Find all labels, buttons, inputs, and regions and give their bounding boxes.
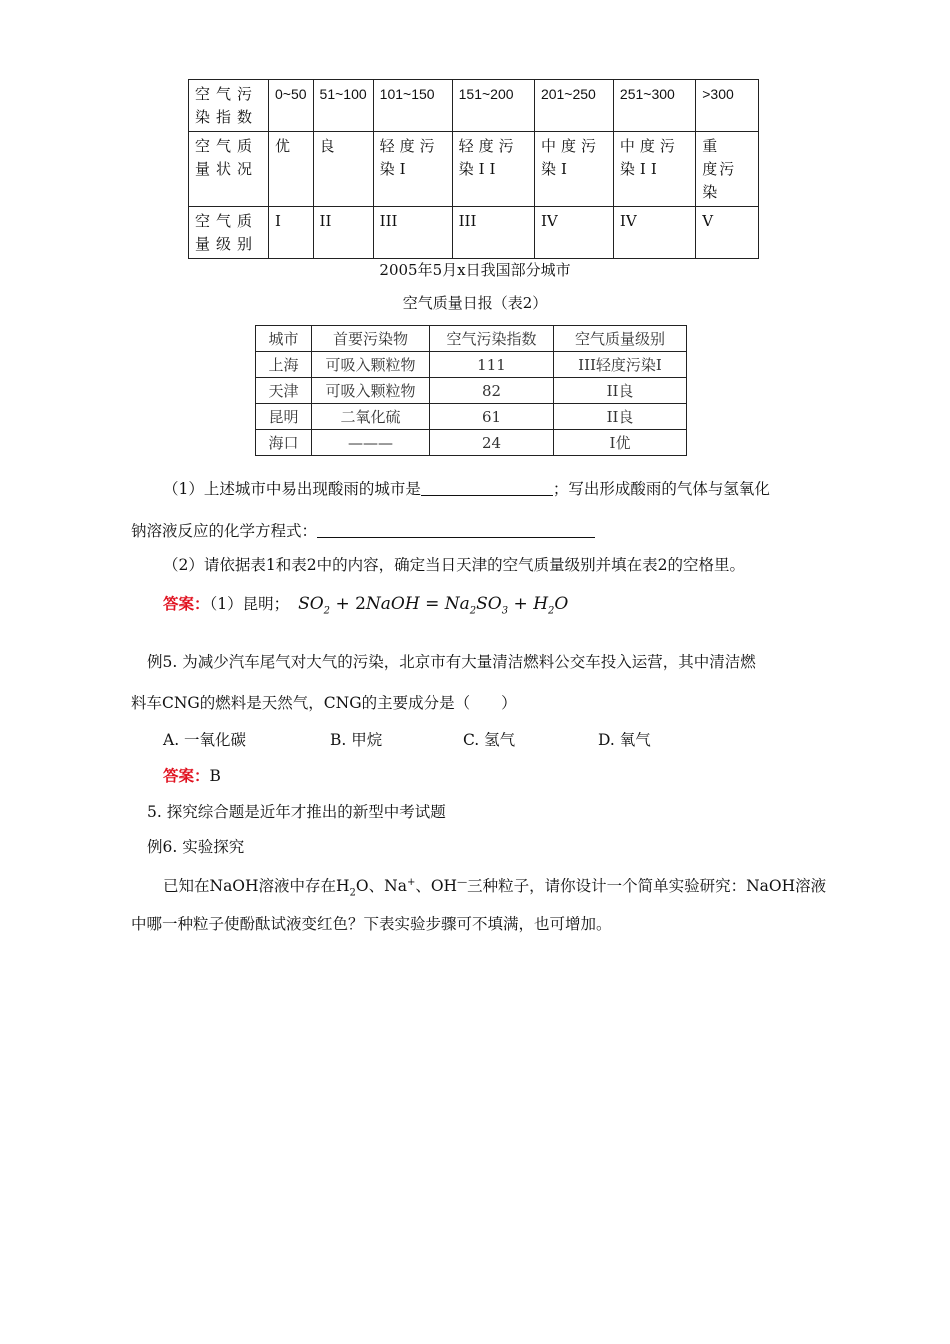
table-cell: 中度污染II <box>613 132 695 207</box>
table-cell: 空气质量级别 <box>189 207 269 259</box>
answer-blank[interactable] <box>421 479 553 496</box>
table-row <box>256 352 687 378</box>
table-header-row <box>256 326 687 352</box>
option-b: B. 甲烷 <box>330 731 383 749</box>
table-cell: 优 <box>269 132 314 207</box>
column-header: 空气污染指数 <box>430 326 554 352</box>
air-pollution-index-table <box>188 79 759 259</box>
chemical-equation: $SO_2$ + 2NaOH = $Na_2SO_3 + H_2O$ <box>298 594 569 617</box>
example-6-line1: 已知在NaOH溶液中存在$H_2O$、Na+、OH—三种粒子，请你设计一个简单实验研究：NaOH溶液 <box>163 877 827 899</box>
table-cell: >300 <box>696 80 759 132</box>
table-cell: 82 <box>430 378 554 404</box>
answer-label: 答案： <box>163 766 210 785</box>
table-cell: II <box>313 207 373 259</box>
question-1-line1 <box>163 477 770 501</box>
table-cell: 可吸入颗粒物 <box>312 352 430 378</box>
table-cell: I <box>269 207 314 259</box>
table2-caption-line2: 空气质量日报（表2） <box>402 294 548 312</box>
table-cell: III <box>452 207 534 259</box>
answer-text: B <box>209 767 221 785</box>
column-header: 空气质量级别 <box>554 326 687 352</box>
answer-1 <box>163 592 568 623</box>
table-cell: IV <box>613 207 695 259</box>
table-cell: 101~150 <box>373 80 452 132</box>
question-2: （2）请依据表1和表2中的内容，确定当日天津的空气质量级别并填在表2的空格里。 <box>163 556 745 574</box>
question-text: （1）上述城市中易出现酸雨的城市是 <box>163 480 421 498</box>
table-cell: 中度污染I <box>534 132 613 207</box>
table-cell: 可吸入颗粒物 <box>312 378 430 404</box>
table-cell: 111 <box>430 352 554 378</box>
table-cell: V <box>696 207 759 259</box>
table-cell: II良 <box>554 378 687 404</box>
table-cell: ——— <box>312 430 430 456</box>
answer-label: 答案： <box>163 594 210 613</box>
table-cell: IV <box>534 207 613 259</box>
table-cell: I优 <box>554 430 687 456</box>
table-cell: 24 <box>430 430 554 456</box>
option-d: D. 氧气 <box>598 731 651 749</box>
table-cell: 0~50 <box>269 80 314 132</box>
table-cell: 151~200 <box>452 80 534 132</box>
city-air-quality-table <box>255 325 687 456</box>
table-cell: 重 度污染 <box>696 132 759 207</box>
table-cell: 上海 <box>256 352 312 378</box>
table-cell: 二氧化硫 <box>312 404 430 430</box>
table-row <box>189 80 759 132</box>
table-cell: 51~100 <box>313 80 373 132</box>
table-cell: 天津 <box>256 378 312 404</box>
table-cell: III <box>373 207 452 259</box>
example-5-line1: 例5. 为减少汽车尾气对大气的污染，北京市有大量清洁燃料公交车投入运营，其中清洁燃 <box>147 653 756 671</box>
table-cell: 海口 <box>256 430 312 456</box>
option-a: A. 一氧化碳 <box>163 731 247 749</box>
table-cell: 空气污染指数 <box>189 80 269 132</box>
table2-caption-line1: 2005年5月x日我国部分城市 <box>379 261 571 279</box>
table-cell: 201~250 <box>534 80 613 132</box>
table-cell: 良 <box>313 132 373 207</box>
table-row <box>256 378 687 404</box>
example-6-title: 例6. 实验探究 <box>147 838 245 856</box>
question-text: ；写出形成酸雨的气体与氢氧化 <box>552 480 770 498</box>
table-cell: 轻度污染I <box>373 132 452 207</box>
table-row <box>256 430 687 456</box>
table-cell: 251~300 <box>613 80 695 132</box>
table-row <box>189 207 759 259</box>
example-5-line2: 料车CNG的燃料是天然气，CNG的主要成分是（ ） <box>131 694 517 712</box>
table-cell: 昆明 <box>256 404 312 430</box>
column-header: 城市 <box>256 326 312 352</box>
table-cell: 61 <box>430 404 554 430</box>
table-cell: 轻度污染II <box>452 132 534 207</box>
table-row <box>189 132 759 207</box>
table-row <box>256 404 687 430</box>
option-c: C. 氢气 <box>463 731 516 749</box>
table-cell: 空气质量状况 <box>189 132 269 207</box>
question-1-line2 <box>131 519 595 543</box>
table-cell: III轻度污染I <box>554 352 687 378</box>
item-5: 5. 探究综合题是近年才推出的新型中考试题 <box>147 803 446 821</box>
answer-text: （1）昆明； <box>209 595 290 613</box>
table-cell: II良 <box>554 404 687 430</box>
answer-blank[interactable] <box>317 521 595 538</box>
example-6-line2: 中哪一种粒子使酚酞试液变红色？下表实验步骤可不填满，也可增加。 <box>131 915 612 933</box>
column-header: 首要污染物 <box>312 326 430 352</box>
question-text: 钠溶液反应的化学方程式： <box>131 522 318 540</box>
answer-2 <box>163 764 221 788</box>
